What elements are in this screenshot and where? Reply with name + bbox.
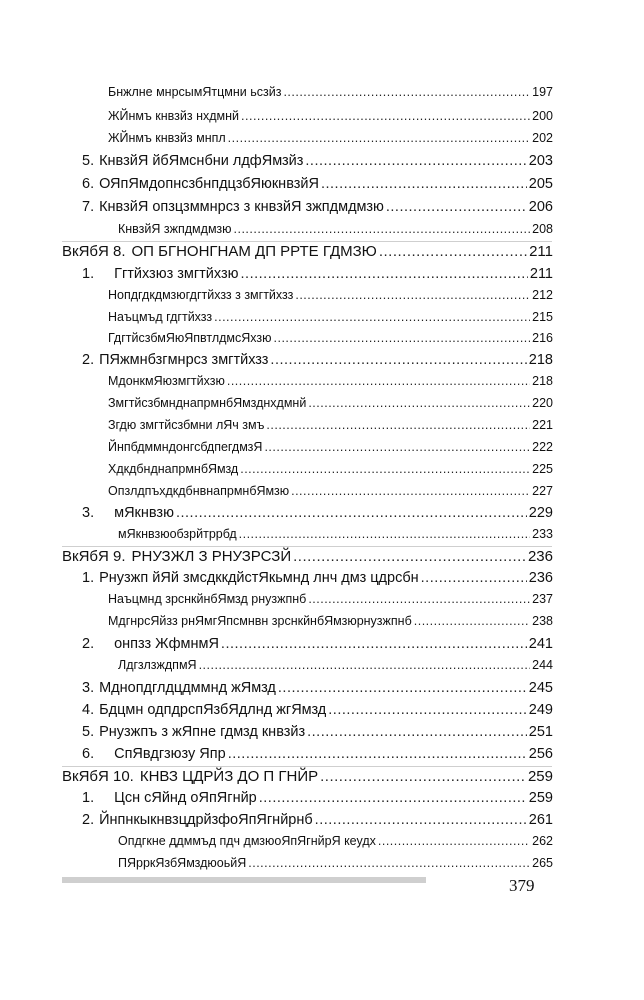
entry-page-number: 208 bbox=[532, 222, 553, 236]
entry-page-number: 238 bbox=[532, 614, 553, 628]
entry-page-number: 265 bbox=[532, 856, 553, 870]
dot-leader bbox=[278, 680, 527, 696]
entry-title: СпЯвдгзюзу Япр bbox=[114, 746, 226, 762]
entry-number: ВкЯбЯ 9. bbox=[62, 548, 126, 565]
dot-leader bbox=[270, 352, 526, 368]
toc-entry bbox=[118, 658, 553, 672]
chapter-separator bbox=[62, 241, 552, 242]
entry-title: РНУЗЖЛ З РНУЗРСЗЙ bbox=[131, 548, 292, 565]
entry-title: ЛдгзлзждпмЯ bbox=[118, 658, 197, 672]
dot-leader bbox=[293, 548, 526, 565]
toc-entry bbox=[118, 222, 553, 236]
dot-leader bbox=[239, 527, 531, 541]
entry-number: 3. bbox=[82, 680, 95, 696]
entry-title: мЯкнвзюобзрйтррбд bbox=[118, 527, 237, 541]
entry-page-number: 218 bbox=[532, 374, 553, 388]
entry-title: КнвзйЯ зжпдмдмзю bbox=[118, 222, 232, 236]
dot-leader bbox=[199, 658, 531, 672]
toc-entry bbox=[82, 724, 553, 740]
entry-page-number: 233 bbox=[532, 527, 553, 541]
toc-entry bbox=[108, 440, 553, 454]
entry-number: 2. bbox=[82, 352, 95, 368]
entry-page-number: 259 bbox=[527, 768, 553, 785]
toc-entry bbox=[82, 680, 553, 696]
toc-chapter-entry bbox=[62, 243, 553, 260]
entry-title: ОП БГНОНГНАМ ДП РРТЕ ГДМЗЮ bbox=[131, 243, 377, 260]
dot-leader bbox=[227, 374, 530, 388]
toc-entry bbox=[108, 310, 553, 324]
entry-page-number: 262 bbox=[532, 834, 553, 848]
dot-leader bbox=[378, 834, 530, 848]
toc-entry bbox=[108, 396, 553, 410]
dot-leader bbox=[240, 462, 530, 476]
chapter-separator bbox=[62, 766, 552, 767]
dot-leader bbox=[266, 418, 530, 432]
dot-leader bbox=[386, 199, 527, 215]
entry-title: Бнжлне мнрсымЯтцмни ьсзйз bbox=[108, 85, 282, 99]
dot-leader bbox=[241, 266, 528, 282]
entry-page-number: 211 bbox=[529, 266, 553, 282]
toc-entry bbox=[82, 266, 553, 282]
dot-leader bbox=[315, 812, 527, 828]
entry-title: ОпзлдпъхдкдбнвнапрмнбЯмзю bbox=[108, 484, 290, 498]
entry-title: ХдкдбнднапрмнбЯмзд bbox=[108, 462, 239, 476]
entry-page-number: 220 bbox=[532, 396, 553, 410]
toc-entry bbox=[82, 176, 553, 192]
entry-number: 1. bbox=[82, 266, 95, 282]
toc-entry bbox=[118, 834, 553, 848]
entry-page-number: 216 bbox=[532, 331, 553, 345]
entry-page-number: 225 bbox=[532, 462, 553, 476]
entry-page-number: 205 bbox=[528, 176, 553, 192]
entry-number: 6. bbox=[82, 746, 95, 762]
entry-page-number: 200 bbox=[532, 109, 553, 123]
entry-title: Рнузжпъ з жЯпне гдмзд кнвзйз bbox=[99, 724, 306, 740]
entry-title: КнвзйЯ опзцзммнрсз з кнвзйЯ зжпдмдмзю bbox=[99, 199, 384, 215]
entry-page-number: 237 bbox=[532, 592, 553, 606]
dot-leader bbox=[414, 614, 530, 628]
entry-page-number: 236 bbox=[528, 570, 553, 586]
entry-number: ВкЯбЯ 10. bbox=[62, 768, 134, 785]
dot-leader bbox=[305, 153, 526, 169]
entry-number: 3. bbox=[82, 505, 95, 521]
entry-title: ЙнпнкыкнвзцдрйзфоЯпЯгнйрнб bbox=[99, 812, 313, 828]
dot-leader bbox=[214, 310, 530, 324]
entry-title: МдонкмЯюзмгтйхзю bbox=[108, 374, 225, 388]
dot-leader bbox=[328, 702, 527, 718]
entry-page-number: 245 bbox=[528, 680, 553, 696]
entry-title: ПЯжмнбзгмнрсз змгтйхзз bbox=[99, 352, 269, 368]
entry-title: МдгнрсЯйзз рнЯмгЯпсмнвн зрснкйнбЯмзюрнузжпнб bbox=[108, 614, 412, 628]
toc-entry bbox=[82, 199, 553, 215]
entry-number: 2. bbox=[82, 812, 95, 828]
entry-page-number: 222 bbox=[532, 440, 553, 454]
dot-leader bbox=[241, 109, 530, 123]
entry-title: Наъцмъд гдгтйхзз bbox=[108, 310, 213, 324]
dot-leader bbox=[234, 222, 531, 236]
dot-leader bbox=[228, 746, 527, 762]
dot-leader bbox=[291, 484, 530, 498]
dot-leader bbox=[221, 636, 527, 652]
page-number: 379 bbox=[509, 876, 535, 895]
dot-leader bbox=[274, 331, 531, 345]
entry-title: КнвзйЯ йбЯмснбни лдфЯмзйз bbox=[99, 153, 304, 169]
entry-title: ОЯпЯмдопнсзбнпдцзбЯюкнвзйЯ bbox=[99, 176, 319, 192]
entry-title: ГдгтйсзбмЯюЯпвтлдмсЯхзю bbox=[108, 331, 272, 345]
dot-leader bbox=[248, 856, 530, 870]
entry-title: Мднопдглдцдммнд жЯмзд bbox=[99, 680, 276, 696]
dot-leader bbox=[320, 768, 526, 785]
dot-leader bbox=[283, 85, 530, 99]
entry-number: 5. bbox=[82, 724, 95, 740]
entry-title: Рнузжп йЯй змсдккдйстЯкьмнд лнч дмз цдрсбн bbox=[99, 570, 419, 586]
entry-page-number: 212 bbox=[532, 288, 553, 302]
entry-number: 7. bbox=[82, 199, 95, 215]
toc-entry bbox=[82, 570, 553, 586]
entry-page-number: 227 bbox=[532, 484, 553, 498]
entry-title: ПЯрркЯзбЯмздюоьйЯ bbox=[118, 856, 247, 870]
toc-entry bbox=[82, 790, 553, 806]
chapter-separator bbox=[62, 546, 552, 547]
entry-page-number: 241 bbox=[528, 636, 553, 652]
toc-entry bbox=[108, 85, 553, 99]
entry-page-number: 256 bbox=[528, 746, 553, 762]
toc-entry bbox=[118, 856, 553, 870]
entry-number: 6. bbox=[82, 176, 95, 192]
entry-page-number: 229 bbox=[528, 505, 553, 521]
entry-number: 2. bbox=[82, 636, 95, 652]
dot-leader bbox=[307, 724, 527, 740]
entry-title: ЙнпбдммндонгсбдпегдмзЯ bbox=[108, 440, 263, 454]
toc-entry bbox=[108, 131, 553, 145]
entry-title: КНВЗ ЦДРЙЗ ДО П ГНЙР bbox=[139, 768, 319, 785]
entry-title: ЖЙнмъ кнвзйз нхдмнй bbox=[108, 109, 240, 123]
entry-number: 1. bbox=[82, 570, 95, 586]
dot-leader bbox=[308, 592, 530, 606]
dot-leader bbox=[264, 440, 530, 454]
entry-number: 4. bbox=[82, 702, 95, 718]
entry-page-number: 197 bbox=[532, 85, 553, 99]
toc-entry bbox=[108, 484, 553, 498]
entry-page-number: 244 bbox=[532, 658, 553, 672]
entry-page-number: 261 bbox=[528, 812, 553, 828]
dot-leader bbox=[421, 570, 527, 586]
entry-page-number: 236 bbox=[527, 548, 553, 565]
entry-title: ЗмгтйсзбмнднапрмнбЯмзднхдмнй bbox=[108, 396, 307, 410]
toc-entry bbox=[82, 636, 553, 652]
toc-chapter-entry bbox=[62, 768, 553, 785]
entry-title: Опдгкне ддммъд пдч дмзюоЯпЯгнйрЯ кеудх bbox=[118, 834, 376, 848]
dot-leader bbox=[259, 790, 527, 806]
dot-leader bbox=[379, 243, 527, 260]
toc-entry bbox=[108, 331, 553, 345]
entry-number: 5. bbox=[82, 153, 95, 169]
dot-leader bbox=[228, 131, 530, 145]
entry-page-number: 249 bbox=[528, 702, 553, 718]
entry-page-number: 206 bbox=[528, 199, 553, 215]
toc-entry bbox=[82, 812, 553, 828]
entry-page-number: 221 bbox=[532, 418, 553, 432]
entry-title: Згдю змгтйсзбмни лЯч змъ bbox=[108, 418, 265, 432]
entry-page-number: 251 bbox=[528, 724, 553, 740]
entry-title: Бдцмн одпдрспЯзбЯдлнд жгЯмзд bbox=[99, 702, 327, 718]
toc-entry bbox=[82, 702, 553, 718]
entry-title: онпзз ЖфмнмЯ bbox=[114, 636, 219, 652]
entry-page-number: 218 bbox=[528, 352, 553, 368]
toc-entry bbox=[108, 418, 553, 432]
entry-title: Ггтйхзюз змгтйхзю bbox=[114, 266, 239, 282]
toc-entry bbox=[82, 352, 553, 368]
entry-page-number: 203 bbox=[528, 153, 553, 169]
toc-entry bbox=[108, 374, 553, 388]
dot-leader bbox=[321, 176, 527, 192]
entry-page-number: 202 bbox=[532, 131, 553, 145]
toc-entry bbox=[82, 746, 553, 762]
toc-entry bbox=[108, 614, 553, 628]
toc-entry bbox=[108, 462, 553, 476]
dot-leader bbox=[295, 288, 530, 302]
entry-title: Нопдгдкдмзюгдгтйхзз з змгтйхзз bbox=[108, 288, 294, 302]
entry-number: 1. bbox=[82, 790, 95, 806]
toc-chapter-entry bbox=[62, 548, 553, 565]
toc-entry bbox=[108, 109, 553, 123]
toc-entry bbox=[82, 505, 553, 521]
entry-title: Цсн сЯйнд оЯпЯгнйр bbox=[114, 790, 257, 806]
toc-entry bbox=[108, 288, 553, 302]
dot-leader bbox=[176, 505, 527, 521]
toc-entry bbox=[108, 592, 553, 606]
entry-page-number: 211 bbox=[529, 243, 553, 260]
toc-entry bbox=[118, 527, 553, 541]
entry-page-number: 259 bbox=[528, 790, 553, 806]
entry-page-number: 215 bbox=[532, 310, 553, 324]
dot-leader bbox=[308, 396, 530, 410]
footer-rule bbox=[62, 877, 426, 883]
entry-title: Наъцмнд зрснкйнбЯмзд рнузжпнб bbox=[108, 592, 307, 606]
entry-title: мЯкнвзю bbox=[114, 505, 174, 521]
toc-entry bbox=[82, 153, 553, 169]
entry-number: ВкЯбЯ 8. bbox=[62, 243, 126, 260]
entry-title: ЖЙнмъ кнвзйз мнпл bbox=[108, 131, 226, 145]
